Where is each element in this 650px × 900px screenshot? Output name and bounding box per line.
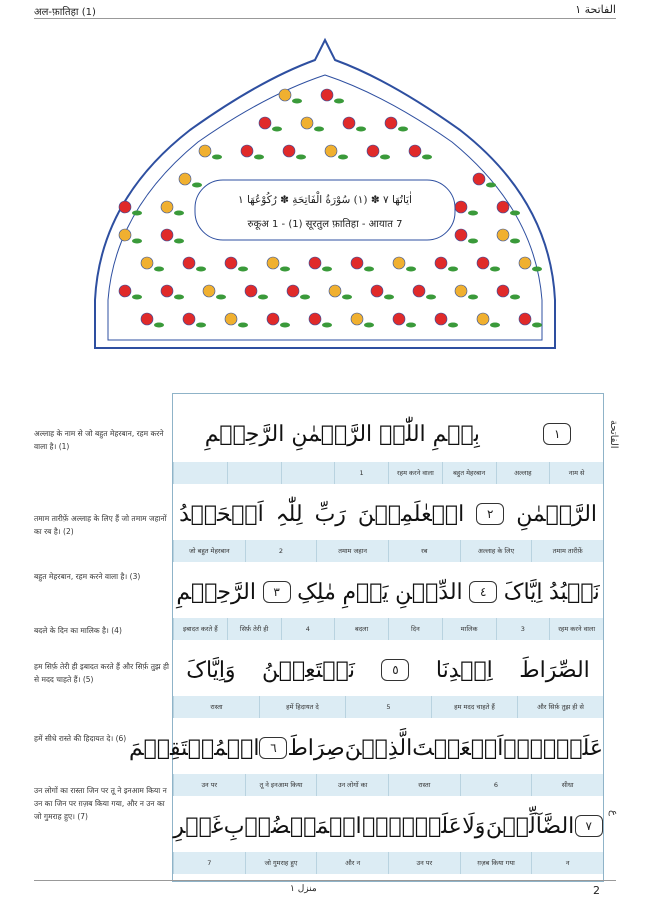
word: الرَّحِیۡمِ [176,579,256,605]
word: اِیَّاکَ [503,579,543,605]
flower-ornament [351,257,363,269]
word: صِرَاطَ [287,735,345,761]
flower-ornament [279,89,291,101]
translation-1: अल्लाह के नाम से जो बहुत मेहरबान, रहम करने वाला है। (1) [34,429,164,451]
leaf-ornament [154,267,164,272]
leaf-ornament [532,267,542,272]
leaf-ornament [490,267,500,272]
flower-ornament [385,117,397,129]
leaf-ornament [468,211,478,216]
ayah-number: ٣ [263,581,291,603]
leaf-ornament [486,183,496,188]
flower-ornament [225,257,237,269]
meaning-cell: दिन [388,618,442,640]
leaf-ornament [356,127,366,132]
word: اَلۡحَمۡدُ [179,501,264,527]
flower-ornament [199,145,211,157]
meaning-cell: रहम करने वाला [549,618,603,640]
meaning-cell: और सिर्फ़ तुझ ही से [517,696,603,718]
meaning-cell: हमें हिदायत दे [259,696,345,718]
leaf-ornament [254,155,264,160]
meaning-cell: अल्लाह [496,462,550,484]
word: وَلَا [462,813,486,839]
translation-4: बदले के दिन का मालिक है। (4) [34,626,122,635]
flower-ornament [519,313,531,325]
bismillah: بِسۡمِ اللّٰہِ الرَّحۡمٰنِ الرَّحِیۡمِ [204,421,480,447]
flower-ornament [409,145,421,157]
leaf-ornament [132,211,142,216]
leaf-ornament [334,99,344,104]
meaning-cell [173,462,227,484]
flower-ornament [325,145,337,157]
meaning-cell: 4 [281,618,335,640]
flower-ornament [225,313,237,325]
meaning-cell: उन पर [388,852,460,874]
flower-ornament [455,229,467,241]
flower-ornament [183,313,195,325]
meaning-cell: जो गुमराह हुए [245,852,317,874]
surah-heading-hindi: रुकूअ 1 - (1) सूरतुल फ़ातिहा - आयात 7 [247,219,403,230]
meaning-row-1 [173,462,603,484]
leaf-ornament [238,323,248,328]
meaning-cell: 3 [496,618,550,640]
word: اِہۡدِنَا [435,657,493,683]
meaning-cell: उन पर [173,774,245,796]
surah-heading-arabic: اٰيَاتُهَا ٧ ✽ (١) سُوْرَةُ الْفَاتِحَةِ ✽ رُكُوْعُهَا ١ [238,194,412,206]
translation-2: तमाम तारीफ़ें अल्लाह के लिए हैं जो तमाम जहानों का रब है। (2) [34,514,167,536]
leaf-ornament [272,127,282,132]
flower-ornament [473,173,485,185]
leaf-ornament [398,127,408,132]
ayah-line-5 [128,722,603,774]
meaning-cell: उन लोगों का [316,774,388,796]
flower-ornament [393,313,405,325]
flower-ornament [267,257,279,269]
meaning-cell: ग़ज़ब किया गया [460,852,532,874]
footer-manzil: منزل ١ [290,884,317,894]
leaf-ornament [196,323,206,328]
word: وَاِیَّاکَ [186,657,236,683]
translation-3: बहुत मेहरबान, रहम करने वाला है। (3) [34,572,141,581]
meaning-cell: और न [316,852,388,874]
leaf-ornament [406,267,416,272]
meaning-cell: 2 [245,540,317,562]
meaning-cell: मालिक [442,618,496,640]
flower-ornament [241,145,253,157]
leaf-ornament [280,323,290,328]
meaning-cell: जो बहुत मेहरबान [173,540,245,562]
ayah-number: ٢ [476,503,504,525]
meaning-cell: अल्लाह के लिए [460,540,532,562]
leaf-ornament [426,295,436,300]
flower-ornament [519,257,531,269]
flower-ornament [161,201,173,213]
meaning-row-5 [173,774,603,796]
word: نَعۡبُدُ [549,579,600,605]
flower-ornament [435,257,447,269]
meaning-cell: तमाम जहान [316,540,388,562]
leaf-ornament [322,323,332,328]
flower-ornament [119,229,131,241]
flower-ornament [267,313,279,325]
word: یَوۡمِ [342,579,389,605]
flower-ornament [119,285,131,297]
flower-ornament [371,285,383,297]
side-label-bottom: ع [608,810,619,816]
flower-ornament [477,313,489,325]
meaning-cell: सीधा [531,774,603,796]
leaf-ornament [296,155,306,160]
leaf-ornament [510,239,520,244]
word: الَّذِیۡنَ [344,735,413,761]
leaf-ornament [468,295,478,300]
meaning-cell: 5 [345,696,431,718]
meaning-cell: 1 [334,462,388,484]
meaning-cell: रब [388,540,460,562]
flower-ornament [309,257,321,269]
leaf-ornament [280,267,290,272]
word: رَبِّ [314,501,346,527]
word: غَیۡرِ [173,813,224,839]
leaf-ornament [154,323,164,328]
ayah-line-1 [173,408,603,460]
ayah-line-6 [173,800,603,852]
word: الدِّیۡنِ [395,579,463,605]
flower-ornament [393,257,405,269]
leaf-ornament [314,127,324,132]
meaning-row-6 [173,852,603,874]
translation-7: उन लोगों का रास्ता जिन पर तू ने इनआम किया न उन का जिन पर ग़ज़ब किया गया, और न उन का जो गुमराह हुए। (7) [34,786,167,821]
word: الۡمَغۡضُوۡبِ [223,813,362,839]
ayah-line-4 [173,644,603,696]
leaf-ornament [300,295,310,300]
leaf-ornament [258,295,268,300]
flower-ornament [119,201,131,213]
translation-5: हम सिर्फ़ तेरी ही इबादत करते हैं और सिर्फ़ तुझ ही से मदद चाहते हैं। (5) [34,662,169,684]
flower-ornament [435,313,447,325]
leaf-ornament [212,155,222,160]
word: عَلَیۡہِمۡ [362,813,462,839]
meaning-row-2 [173,540,603,562]
flower-ornament [283,145,295,157]
leaf-ornament [192,183,202,188]
flower-ornament [321,89,333,101]
meaning-cell [227,462,281,484]
ayah-number: ٤ [469,581,497,603]
meaning-cell: तमाम तारीफ़ें [531,540,603,562]
word: اَنۡعَمۡتَ [412,735,504,761]
flower-ornament [203,285,215,297]
meaning-row-3 [173,618,603,640]
meaning-row-4 [173,696,603,718]
flower-ornament [141,257,153,269]
translation-6: हमें सीधे रास्ते की हिदायत दे। (6) [34,734,127,743]
leaf-ornament [216,295,226,300]
leaf-ornament [448,323,458,328]
word: مٰلِکِ [297,579,336,605]
leaf-ornament [364,267,374,272]
word: الۡعٰلَمِیۡنَ [357,501,465,527]
leaf-ornament [380,155,390,160]
leaf-ornament [174,295,184,300]
ayah-number: ٧ [575,815,603,837]
leaf-ornament [174,211,184,216]
flower-ornament [179,173,191,185]
word: لِلّٰہِ [275,501,303,527]
meaning-cell: 7 [173,852,245,874]
leaf-ornament [132,239,142,244]
leaf-ornament [468,239,478,244]
word: عَلَیۡہِمۡ [503,735,603,761]
flower-ornament [245,285,257,297]
flower-ornament [367,145,379,157]
flower-ornament [141,313,153,325]
meaning-cell: हम मदद चाहते हैं [431,696,517,718]
leaf-ornament [510,211,520,216]
meaning-cell: रास्ता [173,696,259,718]
leaf-ornament [448,267,458,272]
flower-ornament [497,201,509,213]
meaning-cell: इबादत करते हैं [173,618,227,640]
flower-ornament [477,257,489,269]
word: الۡمُسۡتَقِیۡمَ [128,735,260,761]
ornament-dome [0,0,650,380]
footer-rule [34,880,616,881]
flower-ornament [309,313,321,325]
leaf-ornament [422,155,432,160]
flower-ornament [413,285,425,297]
flower-ornament [301,117,313,129]
header-left: अल-फ़ातिहा (1) [34,7,96,18]
leaf-ornament [384,295,394,300]
leaf-ornament [532,323,542,328]
flower-ornament [259,117,271,129]
meaning-cell: नाम से [549,462,603,484]
flower-ornament [455,285,467,297]
leaf-ornament [292,99,302,104]
page-number: 2 [593,884,600,897]
flower-ornament [287,285,299,297]
flower-ornament [329,285,341,297]
word: الضَّآلِّیۡنَ [485,813,575,839]
ayah-line-2 [173,488,603,540]
leaf-ornament [490,323,500,328]
leaf-ornament [510,295,520,300]
header-right: الفاتحة ١ [575,3,616,16]
leaf-ornament [338,155,348,160]
word: الرَّحۡمٰنِ [516,501,598,527]
leaf-ornament [238,267,248,272]
leaf-ornament [322,267,332,272]
ayah-number: ١ [543,423,571,445]
ayah-number: ٥ [381,659,409,681]
meaning-cell [281,462,335,484]
flower-ornament [343,117,355,129]
flower-ornament [455,201,467,213]
flower-ornament [351,313,363,325]
leaf-ornament [406,323,416,328]
flower-ornament [183,257,195,269]
ayah-line-3 [173,566,603,618]
leaf-ornament [132,295,142,300]
flower-ornament [497,285,509,297]
meaning-cell: रास्ता [388,774,460,796]
meaning-cell: बदला [334,618,388,640]
ayah-number: ٦ [259,737,287,759]
meaning-cell: बहुत मेहरबान [442,462,496,484]
meaning-cell: तू ने इनआम किया [245,774,317,796]
leaf-ornament [364,323,374,328]
meaning-cell: 6 [460,774,532,796]
flower-ornament [161,285,173,297]
word: نَسۡتَعِیۡنُ [262,657,355,683]
flower-ornament [497,229,509,241]
word: الصِّرَاطَ [519,657,590,683]
leaf-ornament [174,239,184,244]
leaf-ornament [196,267,206,272]
leaf-ornament [342,295,352,300]
meaning-cell: सिर्फ़ तेरी ही [227,618,281,640]
quran-panel [128,393,604,882]
meaning-cell: रहम करने वाला [388,462,442,484]
meaning-cell: न [531,852,603,874]
flower-ornament [161,229,173,241]
side-label-top: الفاتحة [608,420,619,449]
